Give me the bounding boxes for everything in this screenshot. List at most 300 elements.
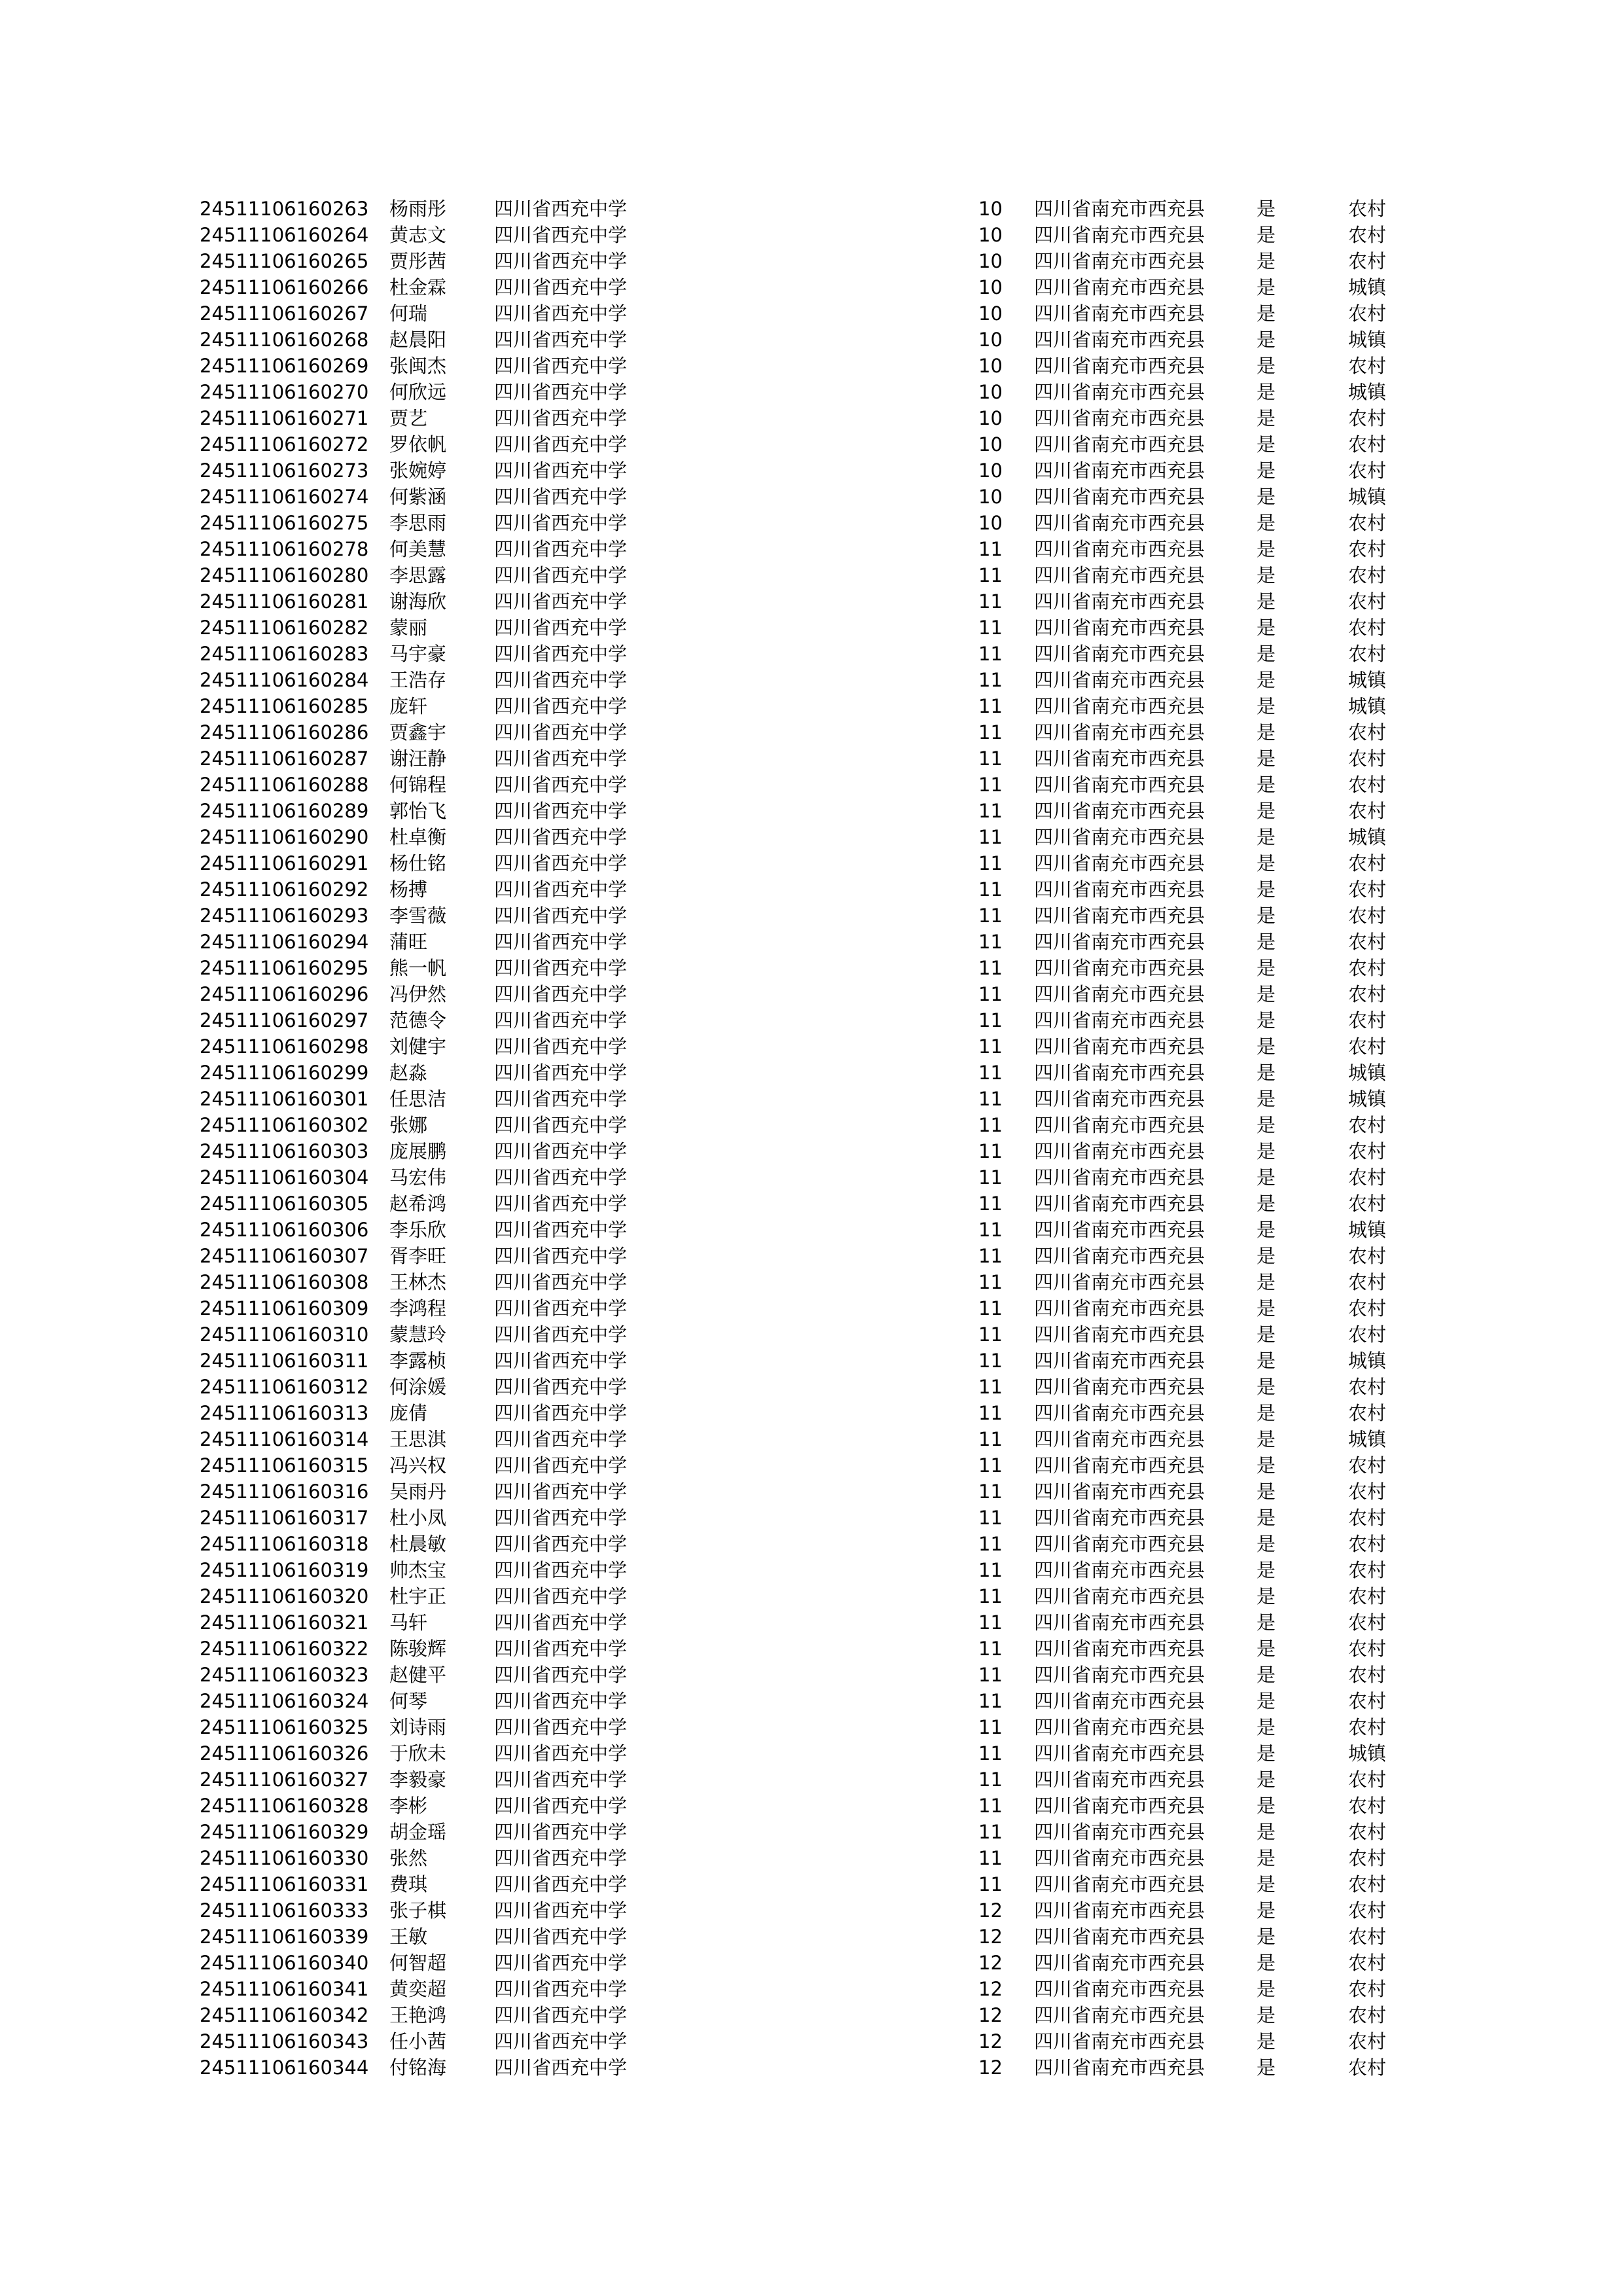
table-row	[200, 1871, 1427, 1897]
region-cell: 四川省南充市西充县	[1034, 1847, 1205, 1869]
class-cell: 12	[978, 1899, 1003, 1922]
class-cell: 11	[978, 1271, 1003, 1293]
class-cell: 11	[978, 1350, 1003, 1372]
household-type-cell: 农村	[1348, 355, 1387, 377]
student-id-cell: 24511106160327	[200, 1768, 369, 1791]
household-type-cell: 城镇	[1348, 1219, 1387, 1241]
household-type-cell: 农村	[1348, 1480, 1387, 1503]
table-row	[200, 1269, 1427, 1295]
school-cell: 四川省西充中学	[494, 747, 628, 770]
household-type-cell: 农村	[1348, 1926, 1387, 1948]
flag-cell: 是	[1257, 329, 1276, 351]
school-cell: 四川省西充中学	[494, 1114, 628, 1136]
student-name-cell: 李思露	[389, 564, 447, 586]
school-cell: 四川省西充中学	[494, 1166, 628, 1189]
roster-body	[200, 196, 1427, 2081]
region-cell: 四川省南充市西充县	[1034, 302, 1205, 325]
table-row	[200, 1609, 1427, 1636]
flag-cell: 是	[1257, 957, 1276, 979]
student-id-cell: 24511106160297	[200, 1009, 369, 1031]
household-type-cell: 农村	[1348, 1140, 1387, 1162]
class-cell: 11	[978, 1664, 1003, 1686]
table-row	[200, 876, 1427, 903]
household-type-cell: 农村	[1348, 957, 1387, 979]
student-id-cell: 24511106160274	[200, 486, 369, 508]
region-cell: 四川省南充市西充县	[1034, 1219, 1205, 1241]
student-name-cell: 杜小凤	[389, 1507, 447, 1529]
student-name-cell: 李彬	[389, 1795, 428, 1817]
table-row	[200, 405, 1427, 431]
table-row	[200, 929, 1427, 955]
student-name-cell: 杜金霖	[389, 276, 447, 298]
table-row	[200, 772, 1427, 798]
student-name-cell: 蒲旺	[389, 931, 428, 953]
student-id-cell: 24511106160325	[200, 1716, 369, 1738]
student-name-cell: 李思雨	[389, 512, 447, 534]
student-id-cell: 24511106160329	[200, 1821, 369, 1843]
region-cell: 四川省南充市西充县	[1034, 617, 1205, 639]
household-type-cell: 农村	[1348, 302, 1387, 325]
student-name-cell: 杨雨彤	[389, 198, 447, 220]
class-cell: 11	[978, 1742, 1003, 1765]
region-cell: 四川省南充市西充县	[1034, 1480, 1205, 1503]
class-cell: 11	[978, 800, 1003, 822]
student-id-cell: 24511106160340	[200, 1952, 369, 1974]
household-type-cell: 农村	[1348, 198, 1387, 220]
region-cell: 四川省南充市西充县	[1034, 1062, 1205, 1084]
household-type-cell: 农村	[1348, 1585, 1387, 1607]
region-cell: 四川省南充市西充县	[1034, 878, 1205, 901]
household-type-cell: 农村	[1348, 1559, 1387, 1581]
region-cell: 四川省南充市西充县	[1034, 407, 1205, 429]
table-row	[200, 1243, 1427, 1269]
household-type-cell: 农村	[1348, 852, 1387, 874]
table-row	[200, 196, 1427, 222]
student-name-cell: 赵希鸿	[389, 1193, 447, 1215]
flag-cell: 是	[1257, 1742, 1276, 1765]
student-name-cell: 蒙丽	[389, 617, 428, 639]
student-name-cell: 张然	[389, 1847, 428, 1869]
household-type-cell: 农村	[1348, 1795, 1387, 1817]
school-cell: 四川省西充中学	[494, 1009, 628, 1031]
table-row	[200, 903, 1427, 929]
table-row	[200, 1583, 1427, 1609]
household-type-cell: 城镇	[1348, 1062, 1387, 1084]
flag-cell: 是	[1257, 2004, 1276, 2026]
class-cell: 12	[978, 2030, 1003, 2053]
school-cell: 四川省西充中学	[494, 1978, 628, 2000]
household-type-cell: 农村	[1348, 800, 1387, 822]
table-row	[200, 353, 1427, 379]
flag-cell: 是	[1257, 538, 1276, 560]
student-id-cell: 24511106160289	[200, 800, 369, 822]
table-row	[200, 1557, 1427, 1583]
school-cell: 四川省西充中学	[494, 590, 628, 613]
flag-cell: 是	[1257, 800, 1276, 822]
flag-cell: 是	[1257, 407, 1276, 429]
flag-cell: 是	[1257, 1821, 1276, 1843]
student-name-cell: 李毅豪	[389, 1768, 447, 1791]
table-row	[200, 274, 1427, 300]
flag-cell: 是	[1257, 931, 1276, 953]
class-cell: 11	[978, 1690, 1003, 1712]
flag-cell: 是	[1257, 1847, 1276, 1869]
student-name-cell: 李露桢	[389, 1350, 447, 1372]
student-name-cell: 付铭海	[389, 2056, 447, 2079]
table-row	[200, 1793, 1427, 1819]
household-type-cell: 农村	[1348, 905, 1387, 927]
student-id-cell: 24511106160286	[200, 721, 369, 744]
household-type-cell: 农村	[1348, 1638, 1387, 1660]
region-cell: 四川省南充市西充县	[1034, 329, 1205, 351]
class-cell: 11	[978, 1533, 1003, 1555]
student-name-cell: 马宏伟	[389, 1166, 447, 1189]
flag-cell: 是	[1257, 1716, 1276, 1738]
school-cell: 四川省西充中学	[494, 1428, 628, 1450]
class-cell: 10	[978, 407, 1003, 429]
student-id-cell: 24511106160339	[200, 1926, 369, 1948]
school-cell: 四川省西充中学	[494, 1219, 628, 1241]
student-name-cell: 贾鑫宇	[389, 721, 447, 744]
student-name-cell: 杜宇正	[389, 1585, 447, 1607]
school-cell: 四川省西充中学	[494, 2056, 628, 2079]
school-cell: 四川省西充中学	[494, 1559, 628, 1581]
student-name-cell: 马轩	[389, 1611, 428, 1634]
student-name-cell: 郭怡飞	[389, 800, 447, 822]
household-type-cell: 农村	[1348, 747, 1387, 770]
student-id-cell: 24511106160273	[200, 459, 369, 482]
school-cell: 四川省西充中学	[494, 1638, 628, 1660]
class-cell: 11	[978, 931, 1003, 953]
student-name-cell: 何紫涵	[389, 486, 447, 508]
class-cell: 11	[978, 1088, 1003, 1110]
table-row	[200, 1897, 1427, 1924]
student-id-cell: 24511106160268	[200, 329, 369, 351]
school-cell: 四川省西充中学	[494, 1611, 628, 1634]
table-row	[200, 379, 1427, 405]
flag-cell: 是	[1257, 1454, 1276, 1477]
flag-cell: 是	[1257, 1664, 1276, 1686]
table-row	[200, 1138, 1427, 1164]
school-cell: 四川省西充中学	[494, 1716, 628, 1738]
class-cell: 11	[978, 1638, 1003, 1660]
table-row	[200, 1505, 1427, 1531]
student-id-cell: 24511106160266	[200, 276, 369, 298]
class-cell: 11	[978, 695, 1003, 717]
region-cell: 四川省南充市西充县	[1034, 1978, 1205, 2000]
region-cell: 四川省南充市西充县	[1034, 1402, 1205, 1424]
table-row	[200, 1033, 1427, 1060]
table-row	[200, 615, 1427, 641]
table-row	[200, 798, 1427, 824]
class-cell: 11	[978, 1297, 1003, 1319]
student-id-cell: 24511106160322	[200, 1638, 369, 1660]
region-cell: 四川省南充市西充县	[1034, 2030, 1205, 2053]
class-cell: 11	[978, 1402, 1003, 1424]
school-cell: 四川省西充中学	[494, 1402, 628, 1424]
school-cell: 四川省西充中学	[494, 826, 628, 848]
region-cell: 四川省南充市西充县	[1034, 1585, 1205, 1607]
household-type-cell: 农村	[1348, 2004, 1387, 2026]
student-name-cell: 冯兴权	[389, 1454, 447, 1477]
student-id-cell: 24511106160333	[200, 1899, 369, 1922]
flag-cell: 是	[1257, 1638, 1276, 1660]
household-type-cell: 农村	[1348, 1873, 1387, 1895]
class-cell: 11	[978, 1585, 1003, 1607]
table-row	[200, 1295, 1427, 1321]
flag-cell: 是	[1257, 1193, 1276, 1215]
table-row	[200, 955, 1427, 981]
region-cell: 四川省南充市西充县	[1034, 1035, 1205, 1058]
household-type-cell: 农村	[1348, 1899, 1387, 1922]
student-id-cell: 24511106160304	[200, 1166, 369, 1189]
flag-cell: 是	[1257, 669, 1276, 691]
flag-cell: 是	[1257, 1350, 1276, 1372]
student-id-cell: 24511106160293	[200, 905, 369, 927]
school-cell: 四川省西充中学	[494, 1062, 628, 1084]
table-row	[200, 1007, 1427, 1033]
region-cell: 四川省南充市西充县	[1034, 1664, 1205, 1686]
region-cell: 四川省南充市西充县	[1034, 1271, 1205, 1293]
class-cell: 11	[978, 721, 1003, 744]
flag-cell: 是	[1257, 1271, 1276, 1293]
class-cell: 11	[978, 852, 1003, 874]
region-cell: 四川省南充市西充县	[1034, 2004, 1205, 2026]
flag-cell: 是	[1257, 1533, 1276, 1555]
student-name-cell: 何涂媛	[389, 1376, 447, 1398]
region-cell: 四川省南充市西充县	[1034, 1742, 1205, 1765]
household-type-cell: 农村	[1348, 1376, 1387, 1398]
class-cell: 12	[978, 1926, 1003, 1948]
household-type-cell: 农村	[1348, 1166, 1387, 1189]
region-cell: 四川省南充市西充县	[1034, 1323, 1205, 1346]
student-name-cell: 庞倩	[389, 1402, 428, 1424]
school-cell: 四川省西充中学	[494, 1245, 628, 1267]
class-cell: 11	[978, 1166, 1003, 1189]
table-row	[200, 1740, 1427, 1767]
table-row	[200, 2054, 1427, 2081]
student-id-cell: 24511106160271	[200, 407, 369, 429]
school-cell: 四川省西充中学	[494, 905, 628, 927]
region-cell: 四川省南充市西充县	[1034, 276, 1205, 298]
school-cell: 四川省西充中学	[494, 1271, 628, 1293]
student-id-cell: 24511106160299	[200, 1062, 369, 1084]
flag-cell: 是	[1257, 590, 1276, 613]
student-id-cell: 24511106160344	[200, 2056, 369, 2079]
school-cell: 四川省西充中学	[494, 1480, 628, 1503]
class-cell: 11	[978, 617, 1003, 639]
student-id-cell: 24511106160314	[200, 1428, 369, 1450]
region-cell: 四川省南充市西充县	[1034, 590, 1205, 613]
student-name-cell: 赵健平	[389, 1664, 447, 1686]
flag-cell: 是	[1257, 905, 1276, 927]
student-name-cell: 何琴	[389, 1690, 428, 1712]
school-cell: 四川省西充中学	[494, 1585, 628, 1607]
region-cell: 四川省南充市西充县	[1034, 747, 1205, 770]
school-cell: 四川省西充中学	[494, 302, 628, 325]
school-cell: 四川省西充中学	[494, 852, 628, 874]
student-id-cell: 24511106160324	[200, 1690, 369, 1712]
table-row	[200, 588, 1427, 615]
class-cell: 11	[978, 669, 1003, 691]
table-row	[200, 641, 1427, 667]
household-type-cell: 城镇	[1348, 329, 1387, 351]
table-row	[200, 1348, 1427, 1374]
flag-cell: 是	[1257, 852, 1276, 874]
household-type-cell: 农村	[1348, 250, 1387, 272]
table-row	[200, 1819, 1427, 1845]
flag-cell: 是	[1257, 1428, 1276, 1450]
student-id-cell: 24511106160296	[200, 983, 369, 1005]
student-id-cell: 24511106160281	[200, 590, 369, 613]
class-cell: 10	[978, 302, 1003, 325]
class-cell: 11	[978, 1559, 1003, 1581]
table-row	[200, 536, 1427, 562]
household-type-cell: 农村	[1348, 878, 1387, 901]
student-id-cell: 24511106160305	[200, 1193, 369, 1215]
flag-cell: 是	[1257, 1873, 1276, 1895]
student-name-cell: 王艳鸿	[389, 2004, 447, 2026]
flag-cell: 是	[1257, 276, 1276, 298]
student-id-cell: 24511106160283	[200, 643, 369, 665]
school-cell: 四川省西充中学	[494, 774, 628, 796]
household-type-cell: 农村	[1348, 407, 1387, 429]
student-id-cell: 24511106160318	[200, 1533, 369, 1555]
student-id-cell: 24511106160292	[200, 878, 369, 901]
table-row	[200, 981, 1427, 1007]
class-cell: 10	[978, 355, 1003, 377]
student-id-cell: 24511106160294	[200, 931, 369, 953]
school-cell: 四川省西充中学	[494, 721, 628, 744]
region-cell: 四川省南充市西充县	[1034, 1795, 1205, 1817]
table-row	[200, 1636, 1427, 1662]
class-cell: 12	[978, 1978, 1003, 2000]
student-name-cell: 马宇豪	[389, 643, 447, 665]
flag-cell: 是	[1257, 1114, 1276, 1136]
class-cell: 11	[978, 1140, 1003, 1162]
region-cell: 四川省南充市西充县	[1034, 1350, 1205, 1372]
household-type-cell: 农村	[1348, 643, 1387, 665]
student-id-cell: 24511106160341	[200, 1978, 369, 2000]
household-type-cell: 农村	[1348, 1690, 1387, 1712]
household-type-cell: 农村	[1348, 1245, 1387, 1267]
region-cell: 四川省南充市西充县	[1034, 931, 1205, 953]
table-row	[200, 1688, 1427, 1714]
school-cell: 四川省西充中学	[494, 1873, 628, 1895]
class-cell: 11	[978, 1428, 1003, 1450]
household-type-cell: 城镇	[1348, 381, 1387, 403]
student-name-cell: 陈骏辉	[389, 1638, 447, 1660]
student-name-cell: 王林杰	[389, 1271, 447, 1293]
school-cell: 四川省西充中学	[494, 1035, 628, 1058]
table-row	[200, 327, 1427, 353]
student-id-cell: 24511106160287	[200, 747, 369, 770]
class-cell: 11	[978, 1219, 1003, 1241]
flag-cell: 是	[1257, 643, 1276, 665]
student-name-cell: 张子棋	[389, 1899, 447, 1922]
region-cell: 四川省南充市西充县	[1034, 905, 1205, 927]
region-cell: 四川省南充市西充县	[1034, 800, 1205, 822]
household-type-cell: 农村	[1348, 459, 1387, 482]
table-row	[200, 1924, 1427, 1950]
class-cell: 12	[978, 1952, 1003, 1974]
school-cell: 四川省西充中学	[494, 1088, 628, 1110]
student-name-cell: 于欣未	[389, 1742, 447, 1765]
household-type-cell: 农村	[1348, 1847, 1387, 1869]
region-cell: 四川省南充市西充县	[1034, 1821, 1205, 1843]
flag-cell: 是	[1257, 1166, 1276, 1189]
flag-cell: 是	[1257, 695, 1276, 717]
school-cell: 四川省西充中学	[494, 512, 628, 534]
table-row	[200, 667, 1427, 693]
household-type-cell: 农村	[1348, 2030, 1387, 2053]
student-id-cell: 24511106160320	[200, 1585, 369, 1607]
region-cell: 四川省南充市西充县	[1034, 1376, 1205, 1398]
student-id-cell: 24511106160308	[200, 1271, 369, 1293]
student-name-cell: 何美慧	[389, 538, 447, 560]
table-row	[200, 1060, 1427, 1086]
household-type-cell: 农村	[1348, 1978, 1387, 2000]
household-type-cell: 农村	[1348, 1768, 1387, 1791]
flag-cell: 是	[1257, 878, 1276, 901]
region-cell: 四川省南充市西充县	[1034, 1899, 1205, 1922]
household-type-cell: 农村	[1348, 1114, 1387, 1136]
class-cell: 11	[978, 1193, 1003, 1215]
class-cell: 11	[978, 564, 1003, 586]
flag-cell: 是	[1257, 1245, 1276, 1267]
student-name-cell: 庞轩	[389, 695, 428, 717]
class-cell: 10	[978, 329, 1003, 351]
student-name-cell: 罗依帆	[389, 433, 447, 456]
flag-cell: 是	[1257, 433, 1276, 456]
table-row	[200, 850, 1427, 876]
household-type-cell: 农村	[1348, 2056, 1387, 2079]
class-cell: 11	[978, 1245, 1003, 1267]
flag-cell: 是	[1257, 250, 1276, 272]
class-cell: 11	[978, 1062, 1003, 1084]
table-row	[200, 1164, 1427, 1191]
flag-cell: 是	[1257, 1952, 1276, 1974]
school-cell: 四川省西充中学	[494, 1899, 628, 1922]
student-id-cell: 24511106160343	[200, 2030, 369, 2053]
flag-cell: 是	[1257, 1611, 1276, 1634]
class-cell: 11	[978, 1507, 1003, 1529]
school-cell: 四川省西充中学	[494, 643, 628, 665]
region-cell: 四川省南充市西充县	[1034, 1768, 1205, 1791]
student-name-cell: 王浩存	[389, 669, 447, 691]
flag-cell: 是	[1257, 198, 1276, 220]
household-type-cell: 农村	[1348, 1035, 1387, 1058]
school-cell: 四川省西充中学	[494, 1952, 628, 1974]
flag-cell: 是	[1257, 826, 1276, 848]
table-row	[200, 824, 1427, 850]
table-row	[200, 1976, 1427, 2002]
region-cell: 四川省南充市西充县	[1034, 852, 1205, 874]
student-id-cell: 24511106160280	[200, 564, 369, 586]
class-cell: 11	[978, 643, 1003, 665]
household-type-cell: 农村	[1348, 1323, 1387, 1346]
school-cell: 四川省西充中学	[494, 695, 628, 717]
student-id-cell: 24511106160331	[200, 1873, 369, 1895]
household-type-cell: 城镇	[1348, 1350, 1387, 1372]
school-cell: 四川省西充中学	[494, 1768, 628, 1791]
student-name-cell: 杜晨敏	[389, 1533, 447, 1555]
class-cell: 10	[978, 198, 1003, 220]
household-type-cell: 城镇	[1348, 695, 1387, 717]
region-cell: 四川省南充市西充县	[1034, 224, 1205, 246]
household-type-cell: 农村	[1348, 433, 1387, 456]
flag-cell: 是	[1257, 1297, 1276, 1319]
